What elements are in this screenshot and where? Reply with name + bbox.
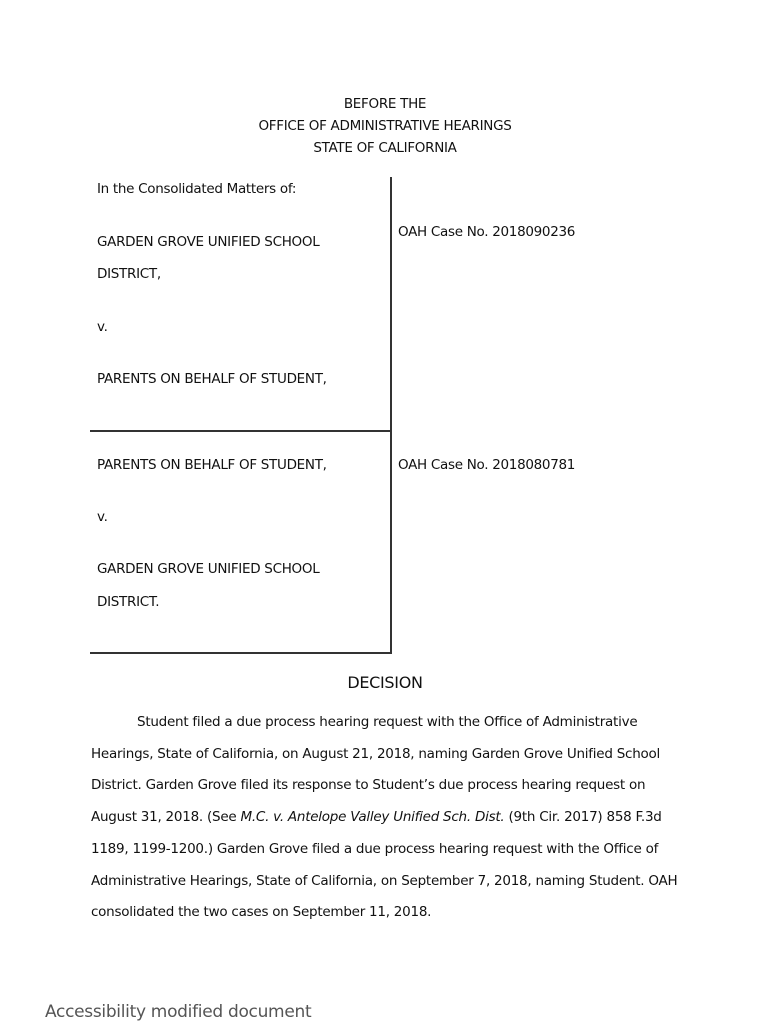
matter1-versus: v.	[97, 319, 108, 335]
matter2-party2-line1: GARDEN GROVE UNIFIED SCHOOL	[97, 561, 320, 577]
caption-intro: In the Consolidated Matters of:	[97, 181, 297, 197]
matter2-party1: PARENTS ON BEHALF OF STUDENT,	[97, 457, 327, 473]
decision-heading: DECISION	[347, 673, 423, 692]
paragraph-text-part2: (9th Cir. 2017) 858 F.3d 1189, 1199-1200.) Garden Grove filed a due process hearing request with the Office of Administrative Hearings, State of California, on September 7, 2018, naming Student. OAH consolidated the two cases on September 11, 2018.	[91, 809, 678, 921]
matter1-party1-line2: DISTRICT,	[97, 266, 161, 282]
header-line-before-the: BEFORE THE	[343, 96, 427, 112]
document-header	[0, 93, 770, 159]
paragraph-text-part1: Student filed a due process hearing request with the Office of Administrative Hearings, State of California, on August 21, 2018, naming Garden Grove Unified School District. Garden Grove filed its response to Student’s due process hearing request on August 31, 2018. (See	[91, 714, 661, 826]
accessibility-note: Accessibility modified document	[45, 1002, 312, 1022]
header-line-office: OFFICE OF ADMINISTRATIVE HEARINGS	[258, 118, 512, 134]
matter1-case-number: OAH Case No. 2018090236	[398, 224, 576, 240]
matter2-case-number: OAH Case No. 2018080781	[398, 457, 576, 473]
matter2-party2-line2: DISTRICT.	[97, 594, 160, 610]
decision-paragraph	[91, 707, 681, 929]
caption-divider-middle	[90, 430, 392, 432]
caption-vertical-divider	[390, 177, 392, 654]
matter1-party1-line1: GARDEN GROVE UNIFIED SCHOOL	[97, 234, 320, 250]
matter1-party2: PARENTS ON BEHALF OF STUDENT,	[97, 371, 327, 387]
matter2-versus: v.	[97, 509, 108, 525]
case-citation: M.C. v. Antelope Valley Unified Sch. Dist.	[240, 809, 505, 826]
caption-divider-bottom	[90, 652, 392, 654]
header-line-state: STATE OF CALIFORNIA	[313, 140, 457, 156]
